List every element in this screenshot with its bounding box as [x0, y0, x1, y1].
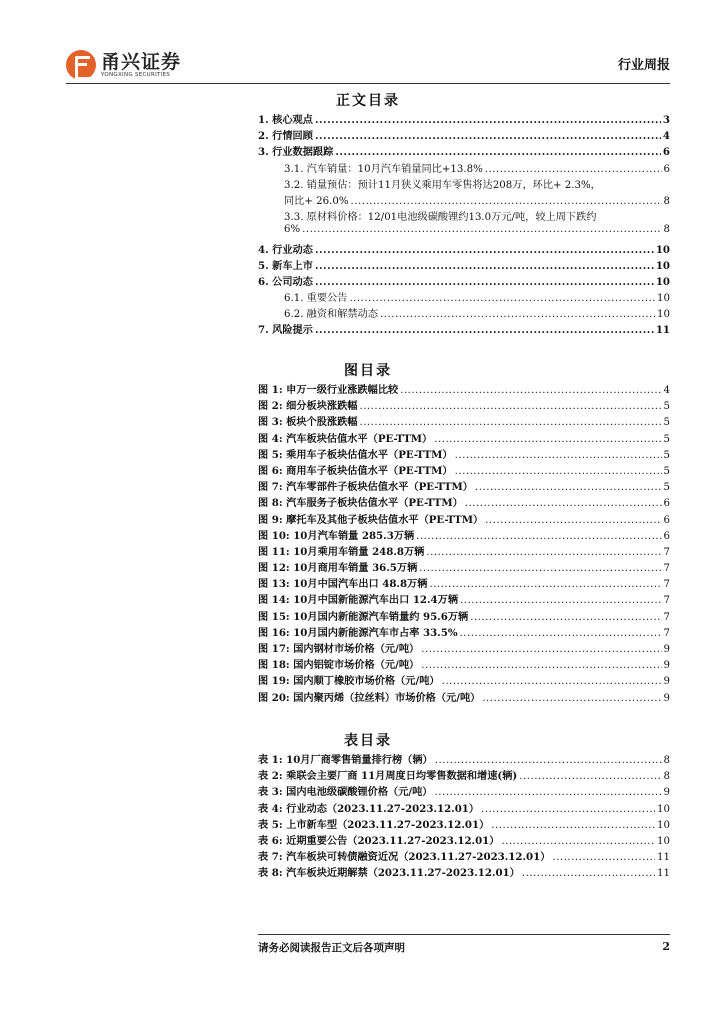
figures-item[interactable]: 图 2: 细分板块涨跌幅 ..... 5 [258, 397, 670, 413]
tables-item[interactable]: 表 2: 乘联会主要厂商 11月周度日均零售数据和增速(辆) ..... 8 [258, 767, 670, 783]
figures-item[interactable]: 图 20: 国内聚丙烯（拉丝料）市场价格（元/吨） ..... 9 [258, 689, 670, 705]
figures-item[interactable]: 图 6: 商用车子板块估值水平（PE-TTM） ..... 5 [258, 462, 670, 478]
tables-item[interactable]: 表 7: 汽车板块可转债融资近况（2023.11.27-2023.12.01） ..... 11 [258, 848, 670, 864]
toc-item[interactable]: 6. 公司动态 ..... 10 [258, 273, 670, 289]
tables-item[interactable]: 表 5: 上市新车型（2023.11.27-2023.12.01） ..... 10 [258, 816, 670, 832]
tables-item[interactable]: 表 6: 近期重要公告（2023.11.27-2023.12.01） ..... 10 [258, 832, 670, 848]
report-type-label: 行业周报 [617, 58, 670, 73]
toc-item[interactable]: 7. 风险提示 ..... 11 [258, 321, 670, 337]
contents-list [258, 111, 670, 338]
toc-subitem-line1[interactable]: 3.2. 销量预估：预计11月狭义乘用车零售将达208万，环比+ 2.3%， [284, 179, 601, 191]
figures-list [258, 381, 670, 705]
figures-item[interactable]: 图 8: 汽车服务子板块估值水平（PE-TTM） ..... 6 [258, 494, 670, 510]
toc-subitem-line2[interactable]: 同比+ 26.0% ..... 8 [258, 192, 670, 208]
figures-item[interactable]: 图 11: 10月乘用车销量 248.8万辆 ..... 7 [258, 543, 670, 559]
figures-title: 图目录 [344, 363, 392, 379]
company-logo [66, 50, 181, 80]
tables-title: 表目录 [344, 733, 392, 749]
tables-item[interactable]: 表 3: 国内电池级碳酸锂价格（元/吨） ..... 9 [258, 783, 670, 799]
figures-item[interactable]: 图 3: 板块个股涨跌幅 ..... 5 [258, 413, 670, 429]
figures-item[interactable]: 图 17: 国内钢材市场价格（元/吨） ..... 9 [258, 640, 670, 656]
toc-subitem[interactable]: 6.2. 融资和解禁动态 ..... 10 [258, 305, 670, 321]
toc-subitem[interactable]: 3.1. 汽车销量：10月汽车销量同比+13.8% ..... 6 [258, 160, 670, 176]
toc-item[interactable]: 1. 核心观点 ..... 3 [258, 111, 670, 127]
disclaimer-note: 请务必阅读报告正文后各项声明 [258, 942, 405, 954]
toc-subitem-line2[interactable]: 6% ..... 8 [258, 224, 670, 240]
figures-item[interactable]: 图 18: 国内铝锭市场价格（元/吨） ..... 9 [258, 656, 670, 672]
figures-item[interactable]: 图 13: 10月中国汽车出口 48.8万辆 ..... 7 [258, 575, 670, 591]
figures-item[interactable]: 图 7: 汽车零部件子板块估值水平（PE-TTM） ..... 5 [258, 478, 670, 494]
figures-item[interactable]: 图 14: 10月中国新能源汽车出口 12.4万辆 ..... 7 [258, 591, 670, 607]
figures-item[interactable]: 图 5: 乘用车子板块估值水平（PE-TTM） ..... 5 [258, 446, 670, 462]
figures-item[interactable]: 图 19: 国内顺丁橡胶市场价格（元/吨） ..... 9 [258, 672, 670, 688]
tables-list [258, 751, 670, 881]
toc-subitem[interactable]: 6.1. 重要公告 ..... 10 [258, 289, 670, 305]
tables-item[interactable]: 表 4: 行业动态（2023.11.27-2023.12.01） ..... 10 [258, 800, 670, 816]
page-header [66, 50, 670, 84]
toc-item[interactable]: 2. 行情回顾 ..... 4 [258, 127, 670, 143]
figures-item[interactable]: 图 15: 10月国内新能源汽车销量约 95.6万辆 ..... 7 [258, 608, 670, 624]
figures-item[interactable]: 图 4: 汽车板块估值水平（PE-TTM） ..... 5 [258, 430, 670, 446]
footer-divider [258, 934, 670, 935]
figures-item[interactable]: 图 12: 10月商用车销量 36.5万辆 ..... 7 [258, 559, 670, 575]
toc-item[interactable]: 4. 行业动态 ..... 10 [258, 241, 670, 257]
logo-chinese-name: 甬兴证券 [101, 50, 182, 73]
figures-item[interactable]: 图 10: 10月汽车销量 285.3万辆 ..... 6 [258, 527, 670, 543]
figures-item[interactable]: 图 9: 摩托车及其他子板块估值水平（PE-TTM） ..... 6 [258, 511, 670, 527]
tables-item[interactable]: 表 8: 汽车板块近期解禁（2023.11.27-2023.12.01） ..... 11 [258, 864, 670, 880]
tables-item[interactable]: 表 1: 10月厂商零售销量排行榜（辆） ..... 8 [258, 751, 670, 767]
logo-mark-icon [66, 50, 96, 80]
logo-english-name: YONGXING SECURITIES [101, 71, 171, 78]
figures-item[interactable]: 图 1: 申万一级行业涨跌幅比较 ..... 4 [258, 381, 670, 397]
toc-item[interactable]: 5. 新车上市 ..... 10 [258, 257, 670, 273]
page-number: 2 [662, 940, 670, 953]
contents-title: 正文目录 [336, 93, 400, 109]
toc-subitem-line1[interactable]: 3.3. 原材料价格：12/01电池级碳酸锂约13.0万元/吨，较上周下跌约 [284, 212, 597, 224]
toc-item[interactable]: 3. 行业数据跟踪 ..... 6 [258, 143, 670, 159]
figures-item[interactable]: 图 16: 10月国内新能源汽车市占率 33.5% ..... 7 [258, 624, 670, 640]
header-divider [66, 83, 670, 84]
